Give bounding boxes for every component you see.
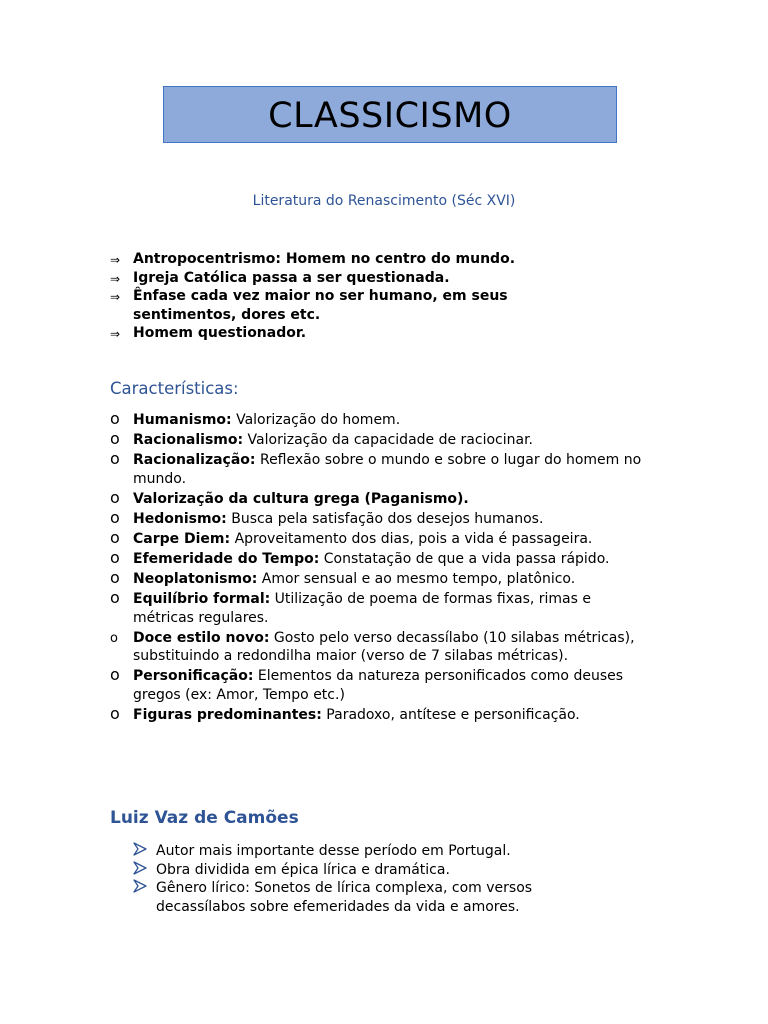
circle-bullet-icon: o	[110, 527, 120, 547]
list-item: o Valorização da cultura grega (Paganismo).	[110, 487, 469, 507]
list-item: o Personificação: Elementos da natureza personificados como deuses gregos (ex: Amor, Tempo etc.)	[110, 665, 624, 703]
list-item: ⇒ Homem questionador.	[110, 324, 580, 343]
list-item: o Hedonismo: Busca pela satisfação dos desejos humanos.	[110, 507, 544, 527]
list-item: o Efemeridade do Tempo: Constatação de que a vida passa rápido.	[110, 548, 610, 568]
characteristics-heading: Características:	[110, 379, 239, 398]
circle-bullet-icon: o	[110, 449, 120, 469]
list-item: o Humanismo: Valorização do homem.	[110, 409, 401, 428]
circle-bullet-icon: o	[110, 507, 120, 527]
characteristics-list	[110, 411, 655, 726]
chevron-arrow-icon	[133, 879, 147, 893]
subtitle: Literatura do Renascimento (Séc XVI)	[252, 193, 516, 209]
list-item: o Doce estilo novo: Gosto pelo verso decassílabo (10 silabas métricas), substituindo a redondilha maior (verso de 7 silabas métricas).	[110, 629, 635, 665]
list-item: ⇒ Igreja Católica passa a ser questionada.	[110, 269, 580, 288]
chevron-arrow-icon	[133, 861, 147, 875]
circle-bullet-icon: o	[110, 487, 120, 507]
circle-bullet-icon: o	[110, 548, 120, 568]
page-title: CLASSICISMO	[268, 95, 512, 136]
list-item: o Figuras predominantes: Paradoxo, antítese e personificação.	[110, 704, 580, 724]
double-arrow-icon: ⇒	[110, 271, 121, 286]
circle-bullet-icon: o	[110, 429, 120, 449]
list-item: o Racionalismo: Valorização da capacidade de raciocinar.	[110, 429, 533, 449]
circle-bullet-icon: o	[110, 630, 118, 646]
list-item: Gênero lírico: Sonetos de lírica complexa, com versos decassílabos sobre efemeridades da vida e amores.	[133, 879, 603, 916]
double-arrow-icon: ⇒	[110, 290, 121, 304]
title-box	[163, 86, 617, 143]
list-item: o Equilíbrio formal: Utilização de poema de formas fixas, rimas e métricas regulares.	[110, 588, 591, 626]
circle-bullet-icon: o	[110, 568, 120, 588]
circle-bullet-icon: o	[110, 704, 120, 724]
circle-bullet-icon: o	[110, 409, 120, 428]
list-item: ⇒ Antropocentrismo: Homem no centro do mundo.	[110, 250, 580, 269]
circle-bullet-icon: o	[110, 588, 120, 608]
intro-list	[110, 250, 580, 343]
camoes-list	[133, 842, 603, 916]
list-item: o Neoplatonismo: Amor sensual e ao mesmo tempo, platônico.	[110, 568, 576, 588]
list-item: o Racionalização: Reflexão sobre o mundo e sobre o lugar do homem no mundo.	[110, 449, 642, 487]
list-item: o Carpe Diem: Aproveitamento dos dias, pois a vida é passageira.	[110, 527, 593, 547]
list-item: ⇒ Ênfase cada vez maior no ser humano, em seus sentimentos, dores etc.	[110, 288, 508, 323]
camoes-heading: Luiz Vaz de Camões	[110, 808, 299, 828]
double-arrow-icon: ⇒	[110, 327, 121, 341]
chevron-arrow-icon	[133, 842, 147, 856]
circle-bullet-icon: o	[110, 665, 120, 685]
double-arrow-icon: ⇒	[110, 253, 121, 267]
list-item: Obra dividida em épica lírica e dramática.	[133, 861, 603, 880]
list-item: Autor mais importante desse período em Portugal.	[133, 842, 603, 861]
